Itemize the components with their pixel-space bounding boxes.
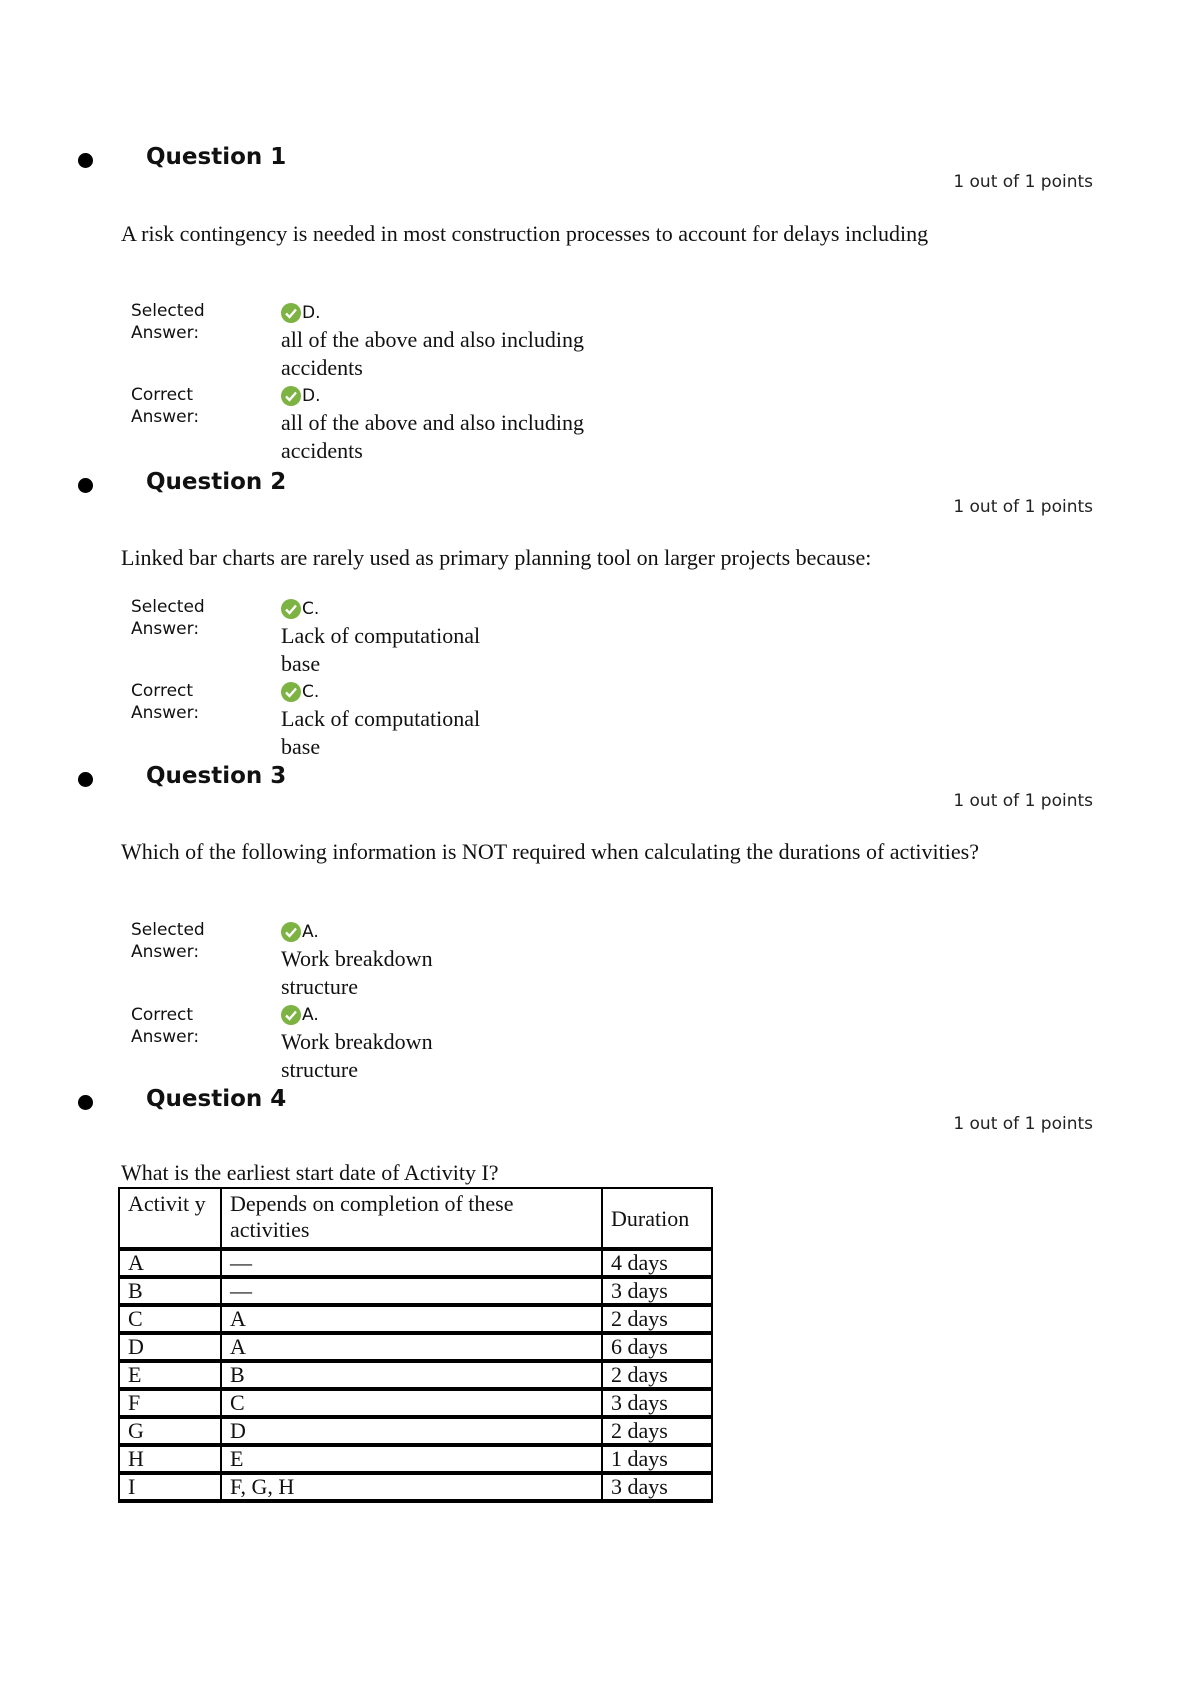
table-row [119,1277,712,1305]
table-row [119,1305,712,1333]
table-cell: H [119,1445,221,1473]
bullet-icon [78,772,93,787]
table-cell: A [119,1249,221,1277]
selected-answer-text: all of the above and also including accidents [281,327,585,380]
question-points: 1 out of 1 points [953,791,1093,811]
correct-answer-letter: A. [302,1005,319,1025]
table-row [119,1473,712,1501]
question-title: Question 4 [146,1086,287,1112]
table-cell: A [221,1333,602,1361]
question-title: Question 2 [146,469,287,495]
check-circle-icon [281,922,301,942]
table-cell: 3 days [602,1277,712,1305]
table-cell: B [119,1277,221,1305]
table-cell: A [221,1305,602,1333]
table-cell: 1 days [602,1445,712,1473]
selected-answer-label: Selected Answer: [131,597,205,639]
correct-answer [281,383,621,465]
selected-answer-letter: A. [302,922,319,942]
question-points: 1 out of 1 points [953,1114,1093,1134]
selected-answer [281,300,621,382]
table-cell: 2 days [602,1305,712,1333]
selected-answer [281,919,481,1001]
check-circle-icon [281,1005,301,1025]
selected-answer-label: Selected Answer: [131,920,205,962]
check-circle-icon [281,303,301,323]
column-header: Activit y [119,1188,221,1249]
table-cell: — [221,1277,602,1305]
bullet-icon [78,478,93,493]
table-header-row [119,1188,712,1249]
question-text: Which of the following information is NOT required when calculating the durations of activities? [121,839,979,864]
question-points: 1 out of 1 points [953,172,1093,192]
table-cell: 6 days [602,1333,712,1361]
correct-answer-text: Work breakdown structure [281,1029,433,1082]
check-circle-icon [281,682,301,702]
table-cell: 3 days [602,1473,712,1501]
question-title: Question 1 [146,144,287,170]
table-row [119,1417,712,1445]
question-points: 1 out of 1 points [953,497,1093,517]
selected-answer-letter: C. [302,599,320,619]
bullet-icon [78,1095,93,1110]
table-cell: F, G, H [221,1473,602,1501]
table-cell: E [119,1361,221,1389]
table-cell: — [221,1249,602,1277]
question-text: What is the earliest start date of Activity I? [121,1160,499,1185]
table-cell: I [119,1473,221,1501]
column-header: Duration [602,1188,712,1249]
activity-table [118,1187,713,1503]
selected-answer-text: Lack of computational base [281,623,481,676]
question-text: A risk contingency is needed in most construction processes to account for delays including [121,221,929,246]
table-cell: 2 days [602,1417,712,1445]
table-cell: D [221,1417,602,1445]
selected-answer [281,596,511,678]
correct-answer-label: Correct Answer: [131,681,200,723]
correct-answer-label: Correct Answer: [131,1005,200,1047]
selected-answer-text: Work breakdown structure [281,946,433,999]
table-row [119,1249,712,1277]
table-cell: D [119,1333,221,1361]
check-circle-icon [281,386,301,406]
table-cell: E [221,1445,602,1473]
correct-answer [281,1002,481,1084]
table-row [119,1333,712,1361]
correct-answer-text: Lack of computational base [281,706,481,759]
question-title: Question 3 [146,763,287,789]
table-cell: 3 days [602,1389,712,1417]
table-row [119,1361,712,1389]
selected-answer-letter: D. [302,303,321,323]
bullet-icon [78,153,93,168]
correct-answer-letter: D. [302,386,321,406]
table-cell: 2 days [602,1361,712,1389]
table-cell: F [119,1389,221,1417]
table-cell: 4 days [602,1249,712,1277]
correct-answer [281,679,511,761]
table-cell: C [221,1389,602,1417]
column-header: Depends on completion of these activities [221,1188,602,1249]
question-text: Linked bar charts are rarely used as primary planning tool on larger projects because: [121,545,872,570]
check-circle-icon [281,599,301,619]
correct-answer-label: Correct Answer: [131,385,200,427]
selected-answer-label: Selected Answer: [131,301,205,343]
correct-answer-text: all of the above and also including accidents [281,410,585,463]
table-cell: G [119,1417,221,1445]
table-row [119,1445,712,1473]
table-cell: B [221,1361,602,1389]
table-cell: C [119,1305,221,1333]
table-row [119,1389,712,1417]
correct-answer-letter: C. [302,682,320,702]
